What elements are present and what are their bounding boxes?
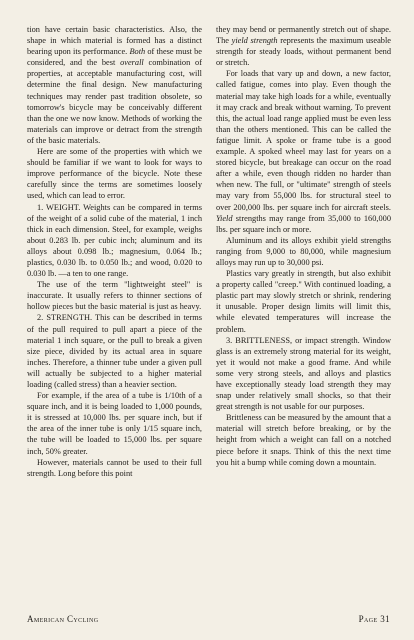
left-column: [27, 24, 202, 609]
page-footer: [27, 614, 390, 624]
paragraph: Aluminum and its alloys exhibit yield strengths ranging from 9,000 to 80,000, while magnesium alloys may run up to 30,000 psi.: [216, 235, 391, 267]
paragraph: For example, if the area of a tube is 1/10th of a square inch, and it is being loaded to 1,000 pounds, it is stressed at 10,000 lbs. per square inch, but if the area of the inner tube is only 1/15 square inch, the tube will be loaded to 15,000 lbs. per square inch, 50% greater.: [27, 391, 202, 456]
paragraph: [216, 24, 391, 68]
text-run: combination of properties, at acceptable manufacturing cost, will determine the final design. New manufacturing techniques may render past tradition obsolete, so tomorrow's bicycle may be conceivably different than the one we now know. Methods of working the materials can improve or detract from the strength of the basic materials.: [27, 58, 202, 145]
paragraph-fatigue: [216, 68, 391, 234]
emphasis: Yield: [216, 213, 233, 223]
text-run: of these must be considered, and the best: [27, 47, 202, 68]
paragraph-brittleness: 3. BRITTLENESS, or impact strength. Window glass is an extremely strong material for its weight, yet it would not make a good frame. And while some very strong steels, and alloys and plastics have exceptionally steady load strength they may snap under relatively small shocks, so that their great strength is not usable for our purposes.: [216, 335, 391, 412]
paragraph: The use of the term "lightweight steel" is inaccurate. It usually refers to thinner sections of hollow pieces but the basic material is just as heavy.: [27, 280, 202, 312]
emphasis: yield strength: [231, 36, 278, 46]
paragraph-strength: 2. STRENGTH. This can be described in terms of the pull required to pull apart a piece of the material 1 inch square, or the pull to break a given size piece, divided by its actual area in square inches. Therefore, a thinner tube under a given pull will actually be subjected to a higher material loading (called stress) than a heavier section.: [27, 313, 202, 389]
right-column: [216, 24, 391, 609]
paragraph-weight: 1. WEIGHT. Weights can be compared in terms of the weight of a solid cube of the material, 1 inch thick in each dimension. Steel, for example, weighs about 0.283 lb. per cubic inch; aluminum and its alloys about 0.098 lb.; magnesium, 0.064 lb.; plastics, 0.030 lb. to 0.050 lb.; and wood, 0.020 to 0.030 lb. —a ten to one range.: [27, 202, 202, 279]
paragraph: Plastics vary greatly in strength, but also exhibit a property called "creep." With continued loading, a plastic part may slowly stretch or shrink, rendering it unusable. Proper design limits will limit this, while elevated temperatures will increase the problem.: [216, 269, 391, 334]
paragraph: However, materials cannot be used to their full strength. Long before this point: [27, 457, 202, 478]
emphasis: Both: [129, 47, 146, 57]
page-number: Page 31: [358, 614, 390, 624]
text-run: strengths may range from 35,000 to 160,000 lbs. per square inch or more.: [216, 213, 391, 234]
text-run: represents the maximum useable strength for steady loads, without permanent bend or stretch.: [216, 36, 391, 68]
article-columns: [27, 24, 391, 609]
paragraph: Brittleness can be measured by the amount that a material will stretch before breaking, or by the height from which a weight can fall on a notched piece before it snaps. Think of this the next time you hit a bump while coming down a mountain.: [216, 413, 391, 467]
publication-name: American Cycling: [27, 614, 99, 624]
text-run: they may bend or permanently stretch out of shape. The: [216, 25, 391, 46]
paragraph: [27, 24, 202, 146]
text-run: For loads that vary up and down, a new factor, called fatigue, comes into play. Even though the material may take high loads for a while, eventually it may crack and break without warning. To prevent this, the actual load range applied must be even less than the others mentioned. This can be called the fatigue limit. A spoke or frame tube is a good example. A spoked wheel may last for years on a stored bicycle, but breakage can occur on the road after a while, even though ridden no harder than when new. The full, or "ultimate" strength of steels may vary from 55,000 lbs. for structural steel to over 200,000 lbs. per square inch for aircraft steels.: [216, 69, 391, 212]
text-run: tion have certain basic characteristics. Also, the shape in which material is formed has a distinct bearing upon its performance.: [27, 25, 202, 57]
paragraph: Here are some of the properties with which we should be familiar if we want to look for ways to improve performance of the bicycle. Note these carefully since the terms are sometimes loosely used, which can lead to error.: [27, 147, 202, 201]
emphasis: overall: [120, 58, 144, 68]
